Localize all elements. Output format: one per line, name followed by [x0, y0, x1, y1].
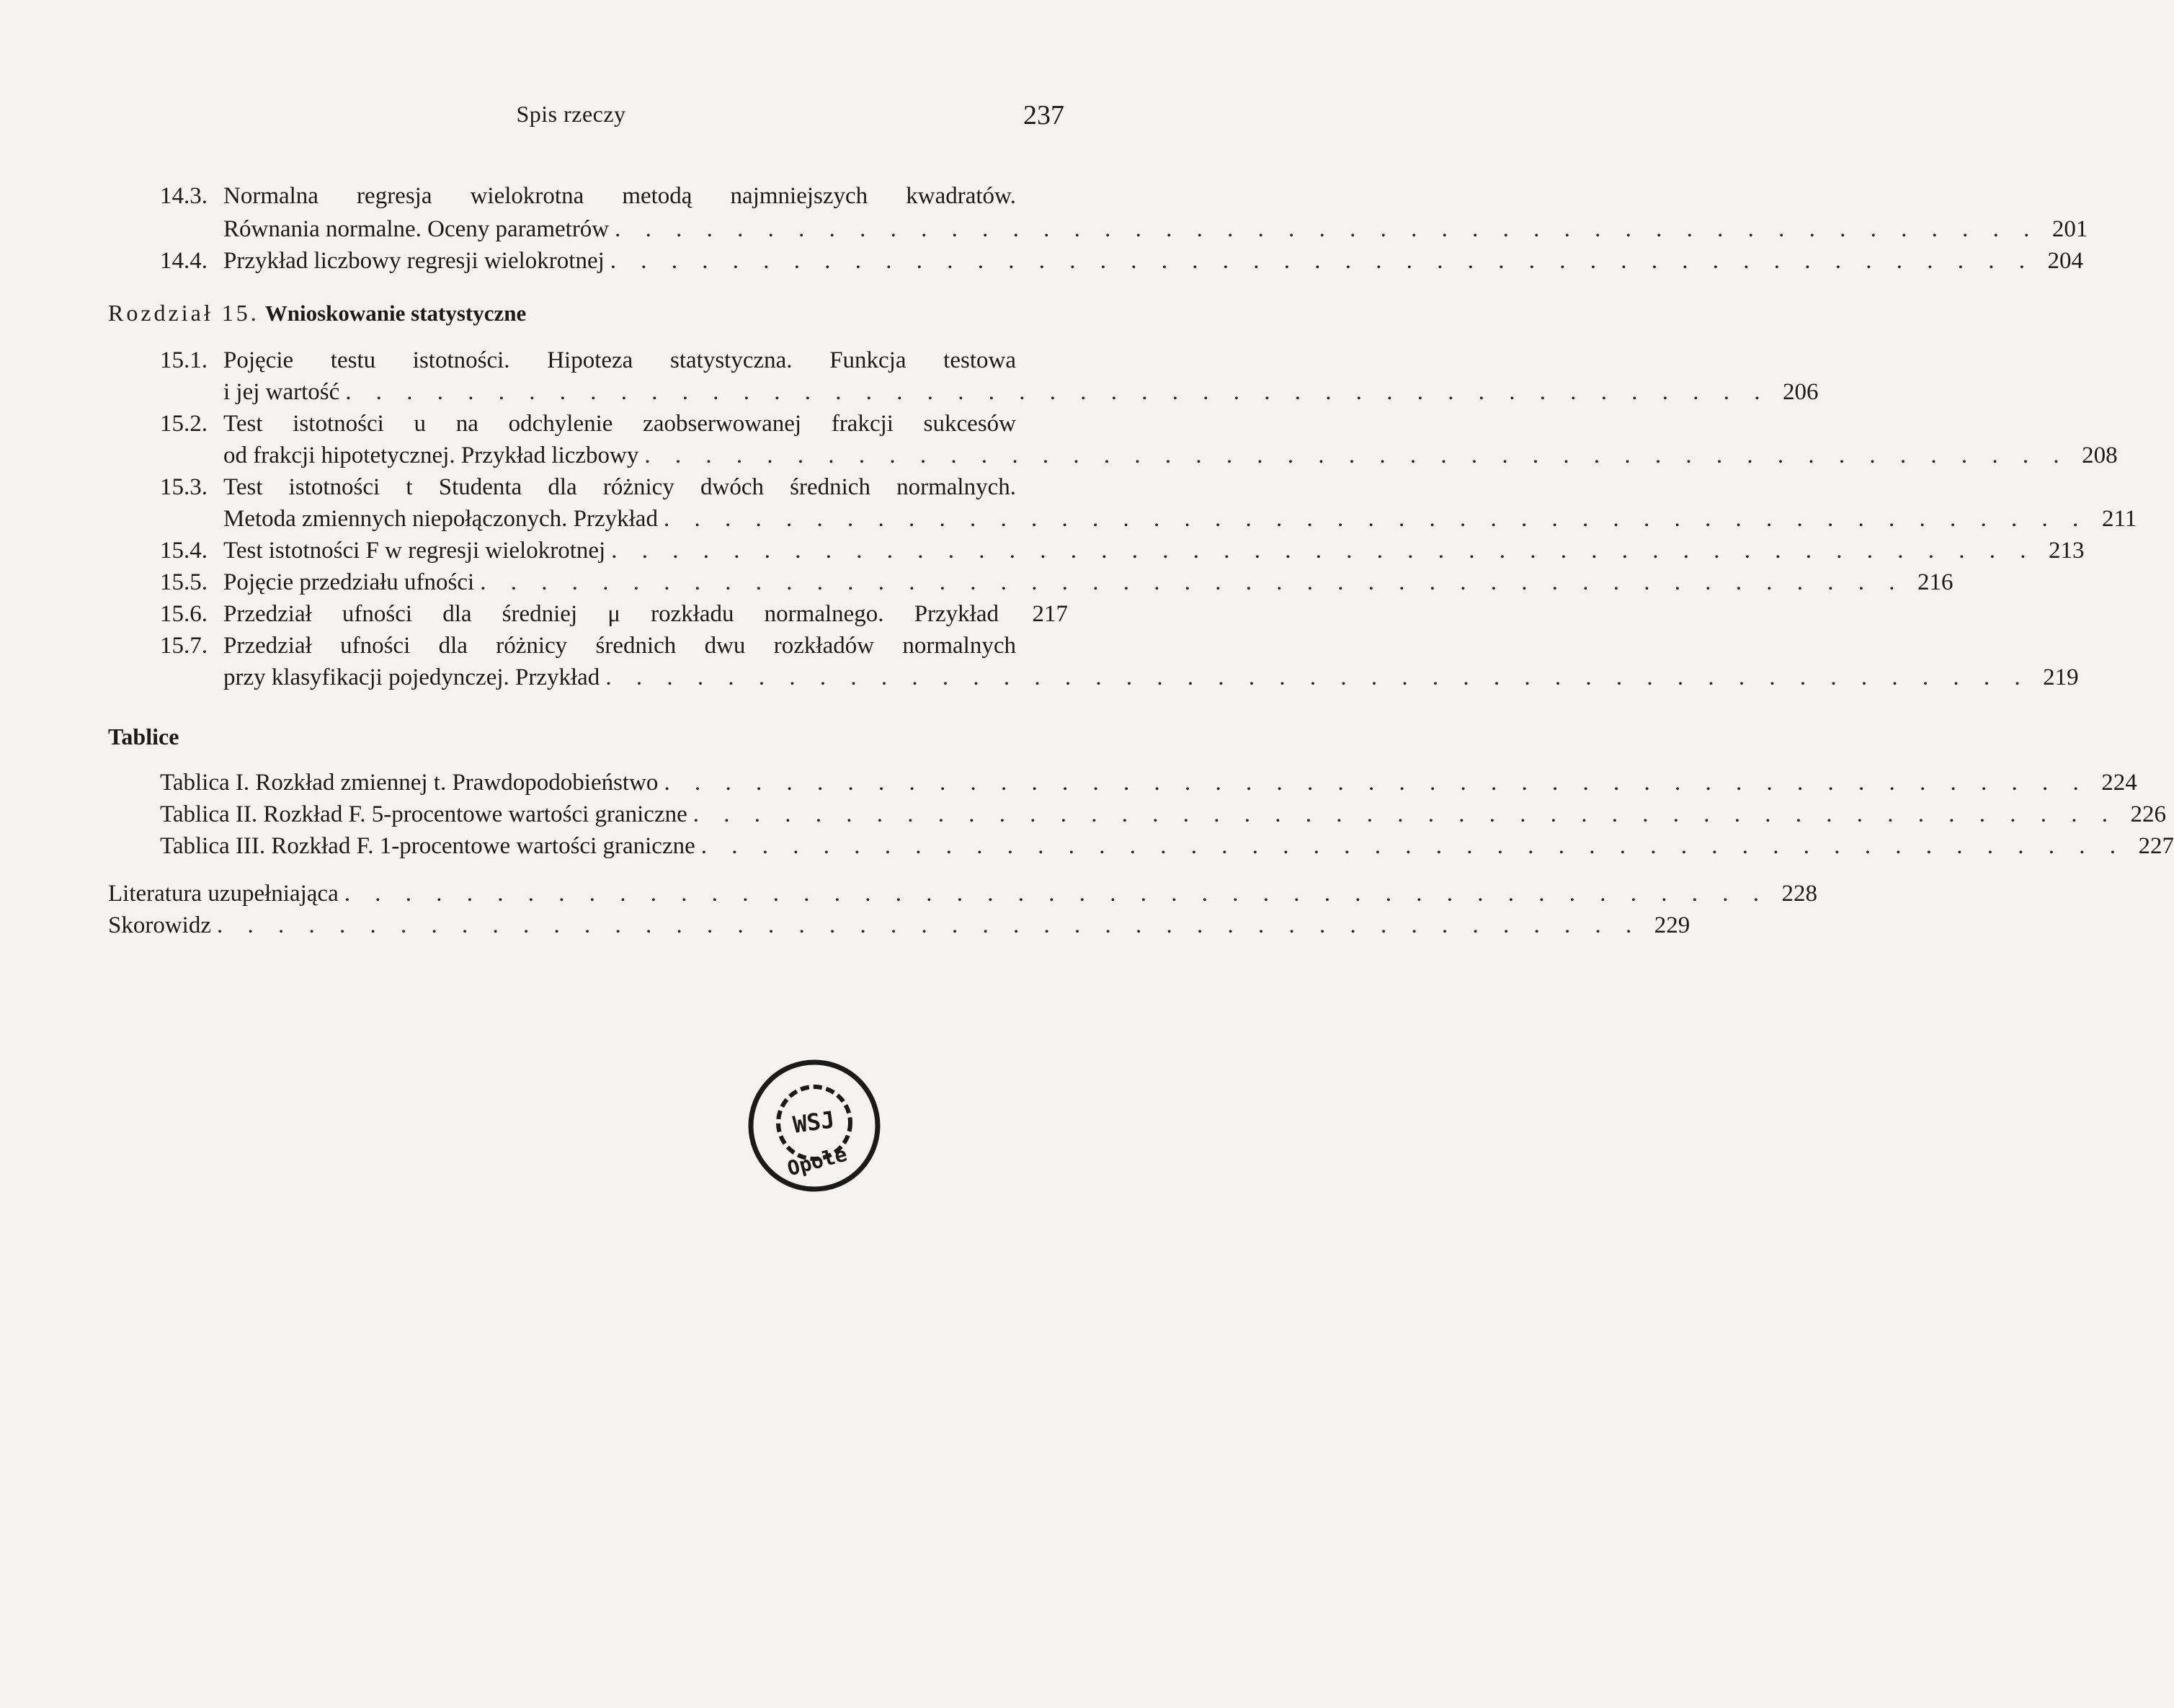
toc-entry-15-3: [160, 471, 1068, 503]
entry-title: Pojęcie testu istotności. Hipoteza statystyczna. Funkcja testowa: [223, 347, 1016, 373]
entry-title: Normalna regresja wielokrotna metodą najmniejszych kwadratów.: [223, 183, 1016, 209]
entry-page: 228: [1781, 881, 1817, 907]
dot-leader: . . . . . . . . . . . . . . . . . . . . . . . . . . . . . . . . . . . . . . . . . . . . . . .: [344, 881, 1768, 907]
dot-leader: . . . . . . . . . . . . . . . . . . . . . . . . . . . . . . . . . . . . . . . . . . . . . . .: [644, 442, 2069, 468]
toc-table-2: [160, 799, 2167, 830]
entry-title-cont: i jej wartość: [223, 379, 340, 405]
entry-title: Skorowidz: [108, 912, 211, 938]
entry-page: 204: [2047, 248, 2084, 274]
toc-table-1: [160, 767, 2137, 799]
entry-title: Przedział ufności dla średniej μ rozkładu normalnego. Przykład: [223, 601, 999, 627]
dot-leader: . . . . . . . . . . . . . . . . . . . . . . . . . . . . . . . . . . . . . . . . . . . . . . .: [700, 833, 2125, 859]
entry-number: 15.2.: [160, 411, 208, 437]
chapter-prefix: Rozdział 15.: [108, 300, 259, 326]
toc-entry-15-7-cont: [223, 662, 2079, 693]
entry-page: 217: [1032, 601, 1068, 627]
dot-leader: . . . . . . . . . . . . . . . . . . . . . . . . . . . . . . . . . . . . . . . . . . . . . . .: [615, 216, 2039, 242]
toc-entry-15-1: [160, 344, 1068, 376]
library-stamp: [742, 1054, 886, 1198]
entry-number: 15.4.: [160, 538, 208, 564]
entry-title-cont: Równania normalne. Oceny parametrów: [223, 216, 610, 242]
entry-page: 211: [2101, 506, 2137, 532]
entry-title-cont: przy klasyfikacji pojedynczej. Przykład: [223, 664, 600, 690]
chapter-heading: [108, 297, 526, 329]
entry-page: 227: [2138, 833, 2174, 859]
toc-entry-15-1-cont: [223, 376, 1819, 408]
toc-entry-15-6: [160, 598, 1068, 630]
dot-leader: . . . . . . . . . . . . . . . . . . . . . . . . . . . . . . . . . . . . . . . . . . . . . . .: [611, 538, 2036, 564]
entry-title: Pojęcie przedziału ufności: [223, 569, 475, 595]
entry-number: 14.4.: [160, 248, 208, 274]
dot-leader: . . . . . . . . . . . . . . . . . . . . . . . . . . . . . . . . . . . . . . . . . . . . . . .: [610, 248, 2035, 274]
entry-title: Tablica III. Rozkład F. 1-procentowe wartości graniczne: [160, 833, 695, 859]
entry-title: Przykład liczbowy regresji wielokrotnej: [223, 248, 605, 274]
toc-entry-15-5: [160, 566, 1954, 598]
toc-table-3: [160, 830, 2174, 862]
toc-index: [108, 909, 1690, 941]
entry-page: 201: [2052, 216, 2088, 242]
dot-leader: . . . . . . . . . . . . . . . . . . . . . . . . . . . . . . . . . . . . . . . . . . . . . . .: [663, 506, 2088, 532]
toc-entry-15-3-cont: [223, 503, 2137, 535]
entry-title: Tablica II. Rozkład F. 5-procentowe wartości graniczne: [160, 801, 687, 827]
entry-number: 15.3.: [160, 474, 208, 500]
toc-entry-15-4: [160, 535, 2085, 566]
entry-page: 208: [2082, 442, 2118, 468]
dot-leader: . . . . . . . . . . . . . . . . . . . . . . . . . . . . . . . . . . . . . . . . . . . . . . .: [664, 770, 2088, 796]
toc-entry-14-3: [160, 180, 1068, 212]
entry-page: 224: [2101, 770, 2137, 796]
entry-title: Literatura uzupełniająca: [108, 881, 339, 907]
page-number: 237: [1023, 100, 1064, 130]
entry-number: 15.1.: [160, 347, 208, 373]
entry-page: 226: [2130, 801, 2167, 827]
entry-page: 219: [2043, 664, 2079, 690]
toc-entry-15-2-cont: [223, 440, 2118, 471]
entry-title: Test istotności u na odchylenie zaobserwowanej frakcji sukcesów: [223, 411, 1016, 437]
chapter-title: Wnioskowanie statystyczne: [264, 301, 527, 326]
entry-title: Test istotności t Studenta dla różnicy dwóch średnich normalnych.: [223, 474, 1016, 500]
entry-number: 15.7.: [160, 633, 208, 659]
stamp-bottom-text: Opole: [785, 1142, 850, 1181]
entry-title: Tablica I. Rozkład zmiennej t. Prawdopodobieństwo: [160, 770, 659, 796]
dot-leader: . . . . . . . . . . . . . . . . . . . . . . . . . . . . . . . . . . . . . . . . . . . . . . .: [217, 912, 1641, 938]
entry-title-cont: od frakcji hipotetycznej. Przykład liczbowy: [223, 442, 639, 468]
toc-literature: [108, 878, 1817, 909]
entry-page: 206: [1783, 379, 1819, 405]
toc-entry-14-4: [160, 245, 2084, 277]
stamp-top-text: WSJ: [791, 1106, 837, 1139]
entry-page: 229: [1654, 912, 1690, 938]
dot-leader: . . . . . . . . . . . . . . . . . . . . . . . . . . . . . . . . . . . . . . . . . . . . . . .: [345, 379, 1770, 405]
dot-leader: . . . . . . . . . . . . . . . . . . . . . . . . . . . . . . . . . . . . . . . . . . . . . . .: [480, 569, 1905, 595]
tablice-heading: Tablice: [108, 724, 179, 750]
entry-page: 213: [2048, 538, 2085, 564]
entry-title-cont: Metoda zmiennych niepołączonych. Przykład: [223, 506, 658, 532]
toc-entry-15-2: [160, 408, 1068, 440]
toc-entry-15-7: [160, 630, 1068, 662]
entry-number: 15.6.: [160, 601, 208, 627]
entry-number: 15.5.: [160, 569, 208, 595]
entry-title: Test istotności F w regresji wielokrotnej: [223, 538, 606, 564]
dot-leader: . . . . . . . . . . . . . . . . . . . . . . . . . . . . . . . . . . . . . . . . . . . . . . .: [692, 801, 2118, 827]
entry-number: 14.3.: [160, 183, 208, 209]
entry-title: Przedział ufności dla różnicy średnich dwu rozkładów normalnych: [223, 633, 1016, 659]
dot-leader: . . . . . . . . . . . . . . . . . . . . . . . . . . . . . . . . . . . . . . . . . . . . . . .: [605, 664, 2030, 690]
running-header-title: Spis rzeczy: [516, 101, 626, 127]
entry-page: 216: [1917, 569, 1954, 595]
toc-entry-14-3-cont: [223, 213, 2088, 245]
